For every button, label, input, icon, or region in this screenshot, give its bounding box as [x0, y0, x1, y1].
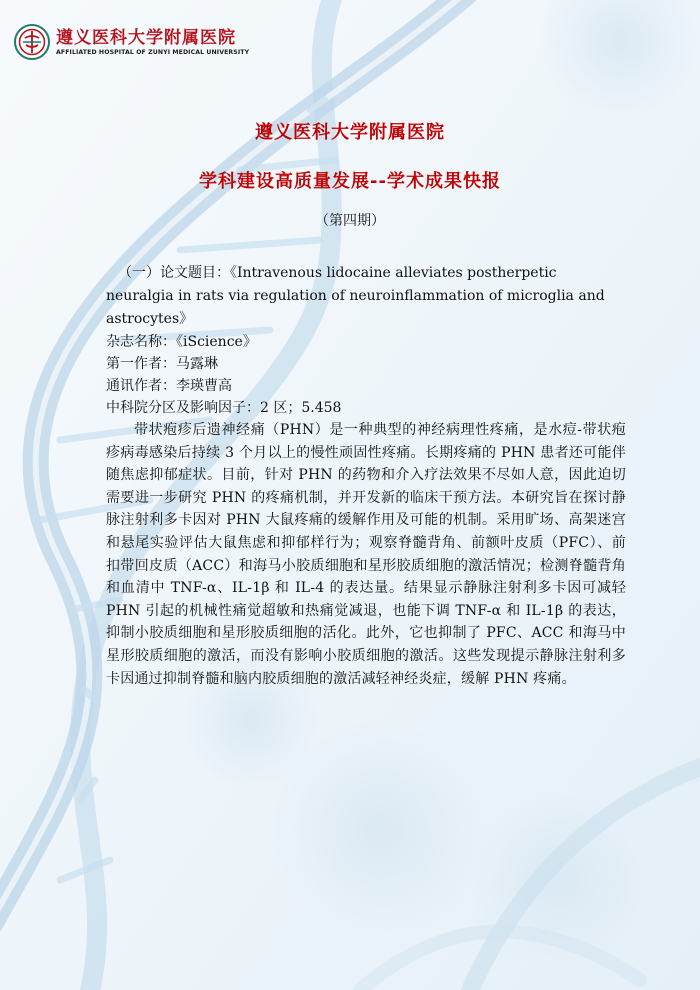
paper-section	[106, 262, 626, 690]
hospital-logo	[14, 24, 249, 60]
journal-name: 杂志名称：《iScience》	[106, 334, 257, 350]
first-author: 第一作者：马露琳	[106, 356, 218, 372]
corresponding-author: 通讯作者：李瑛曹高	[106, 378, 232, 394]
logo-name-en: AFFILIATED HOSPITAL OF ZUNYI MEDICAL UNIVERSITY	[56, 48, 250, 56]
hospital-seal-icon	[14, 24, 50, 60]
page-subtitle: 学科建设高质量发展--学术成果快报	[199, 171, 501, 192]
abstract-paragraph: 带状疱疹后遗神经痛（PHN）是一种典型的神经病理性疼痛，是水痘-带状疱疹病毒感染后持续 3 个月以上的慢性顽固性疼痛。长期疼痛的 PHN 患者还可能伴随焦虑抑郁症状。目前，针对 PHN 的药物和介入疗法效果不尽如人意，因此迫切需要进一步研究 PHN 的疼痛机制，并开发新的临床干预方法。本研究旨在探讨静脉注射利多卡因对 PHN 大鼠疼痛的缓解作用及可能的机制。采用旷场、高架迷宫和悬尾实验评估大鼠焦虑和抑郁样行为；观察脊髓背角、前额叶皮质（PFC）、前扣带回皮质（ACC）和海马小胶质细胞和星形胶质细胞的激活情况；检测脊髓背角和血清中 TNF-α、IL-1β 和 IL-4 的表达量。结果显示静脉注射利多卡因可减轻 PHN 引起的机械性痛觉超敏和热痛觉减退，也能下调 TNF-α 和 IL-1β 的表达，抑制小胶质细胞和星形胶质细胞的活化。此外，它也抑制了 PFC、ACC 和海马中星形胶质细胞的激活，而没有影响小胶质细胞的激活。这些发现提示静脉注射利多卡因通过抑制脊髓和脑内胶质细胞的激活减轻神经炎症，缓解 PHN 疼痛。	[106, 422, 626, 687]
paper-title: （一）论文题目：《Intravenous lidocaine alleviates postherpetic neuralgia in rats via regulation of neuroinflammation of microglia and astrocytes》	[106, 265, 605, 327]
impact-factor: 中科院分区及影响因子：2 区；5.458	[106, 400, 342, 416]
logo-name-cn: 遵义医科大学附属医院	[56, 27, 236, 48]
issue-number: （第四期）	[315, 213, 385, 229]
page-title: 遵义医科大学附属医院	[255, 122, 445, 143]
